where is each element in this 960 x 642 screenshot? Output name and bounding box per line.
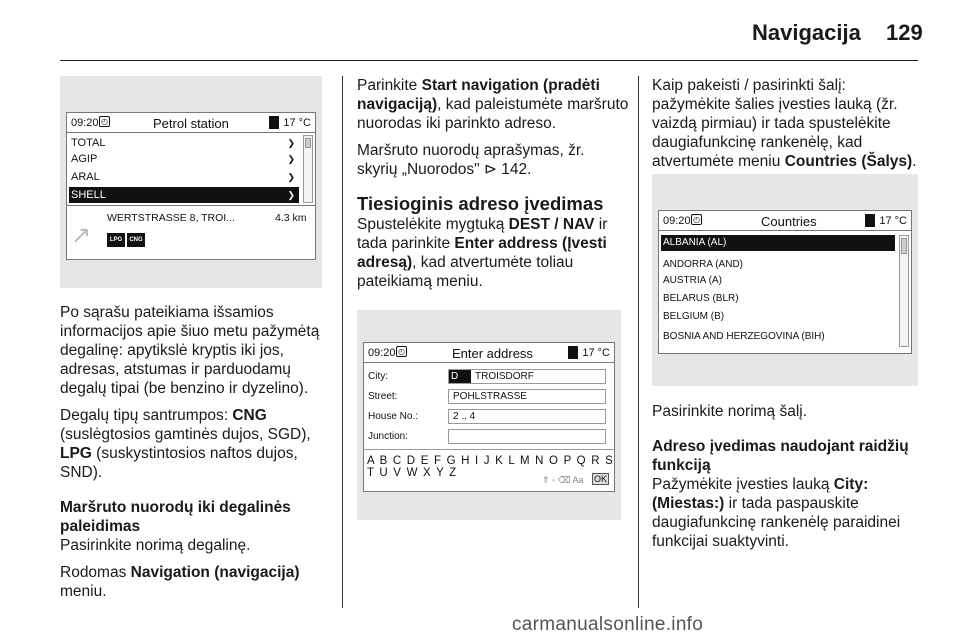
screen-status-bar [659,211,911,231]
countries-screen [658,210,912,354]
junction-field[interactable] [448,429,606,444]
chevron-right-icon: ❯ [287,154,295,164]
petrol-station-screen [66,112,316,260]
list-item[interactable]: BELARUS (BLR) [663,293,739,304]
list-item[interactable]: BOSNIA AND HERZEGOVINA (BIH) [663,331,825,342]
clock-icon: ◴ [99,116,110,127]
section-heading: Tiesioginis adreso įvedimas [357,193,604,214]
keyboard-divider [364,449,614,450]
screen-title: Petrol station [153,116,229,131]
street-label: Street: [368,391,398,402]
paragraph: Rodomas Navigation (navigacija) meniu. [60,564,300,600]
watermark: carmanualsonline.info [512,614,704,635]
list-item[interactable]: ANDORRA (AND) [663,259,744,270]
list-item-selected[interactable]: ALBANIA (AL) [661,235,895,251]
page-reference-icon: ⊳ [483,161,497,178]
column-divider-2 [638,76,639,608]
outside-temperature: 17 °C [582,347,610,359]
subheading: Maršruto nuorodų iki degalinės paleidimas [60,499,291,535]
thermometer-icon [865,214,875,227]
clock-time: 09:20 [663,215,691,227]
list-item[interactable]: AUSTRIA (A) [663,275,722,286]
city-label: City: [368,371,388,382]
paragraph: Maršruto nuorodų aprašymas, žr. skyrių „Nuorodos" ⊳ 142. [357,142,585,178]
paragraph: Degalų tipų santrumpos: CNG (suslėgtosios gamtinės dujos, SGD), LPG (suskystintosios naftos dujos, SND). [60,407,311,481]
column-1-text [60,303,336,609]
house-number-label: House No.: [368,411,419,422]
paragraph: Pasirinkite norimą šalį. [652,403,808,420]
paragraph: Po sąrašu pateikiama išsamios informacijos apie šiuo metu pažymėtą degalinę: apytikslė kryptis iki jos, adresas, atstumas ir parduodamų degalų tipai (be benzino ir dyzelino). [60,304,320,397]
cng-badge: CNG [127,233,145,247]
enter-address-figure [357,310,621,520]
screen-title: Enter address [452,346,533,361]
outside-temperature: 17 °C [879,215,907,227]
chevron-right-icon: ❯ [287,172,295,182]
page-header-title: Navigacija [752,20,861,45]
column-2-text [357,76,629,299]
list-item[interactable]: AGIP ❯ [71,153,295,165]
clock-time: 09:20 [71,117,99,129]
station-address: WERTSTRASSE 8, TROI... [107,212,235,224]
list-item[interactable]: TOTAL ❯ [71,137,295,149]
column-divider-1 [342,76,343,608]
chevron-right-icon: ❯ [287,138,295,148]
screen-title: Countries [761,214,817,229]
paragraph: Pažymėkite įvesties lauką City: (Miestas:) ir tada paspauskite daugiafunkcinę rankenėlę paraidinei funkcijai suaktyvinti. [652,476,901,550]
header-rule [60,60,918,61]
house-number-field[interactable]: 2 .. 4 [448,409,606,424]
city-field[interactable]: D TROISDORF [448,369,606,384]
thermometer-icon [269,116,279,129]
chevron-right-icon: ❯ [287,190,295,200]
outside-temperature: 17 °C [283,117,311,129]
list-item-selected[interactable]: SHELL ❯ [69,187,299,203]
screen-status-bar [364,343,614,363]
direction-arrow-icon: ↗ [71,222,92,249]
paragraph: Pasirinkite norimą degalinę. [60,537,251,554]
paragraph: Parinkite Start navigation (pradėti navigaciją), kad paleistumėte maršruto nuorodas iki parinkto adreso. [357,77,629,132]
petrol-station-figure [60,76,322,288]
paragraph: Spustelėkite mygtuką DEST / NAV ir tada parinkite Enter address (Įvesti adresą), kad atvertumėte toliau pateikiamą meniu. [357,216,608,290]
text-cursor: D [449,370,471,383]
enter-address-screen [363,342,615,492]
column-3-text-bottom [652,402,924,559]
lpg-badge: LPG [107,233,125,247]
alphabet-speller[interactable]: A B C D E F G H I J K L M N O P Q R S T U V W X Y Z [367,455,614,479]
scrollbar[interactable] [303,135,313,203]
paragraph: Kaip pakeisti / pasirinkti šalį: pažymėkite šalies įvesties lauką (žr. vaizdą pirmiau) ir tada spustelėkite daugiafunkcinę rankenėlę, kad atvertumėte meniu Countries (Šalys). [652,77,917,170]
scrollbar-thumb[interactable] [901,238,907,254]
info-divider [67,205,315,206]
screen-status-bar [67,113,315,133]
scrollbar-thumb[interactable] [305,138,311,148]
countries-figure [652,174,918,386]
ok-button[interactable]: OK [594,474,608,484]
station-distance: 4.3 km [275,212,307,224]
subheading: Adreso įvedimas naudojant raidžių funkciją [652,438,909,474]
speller-controls[interactable]: ⇑ ◦ ⌫ Aa [542,475,584,485]
clock-icon: ◴ [396,346,407,357]
page-number: 129 [886,20,923,45]
clock-icon: ◴ [691,214,702,225]
thermometer-icon [568,346,578,359]
scrollbar[interactable] [899,235,909,347]
column-3-text-top [652,76,924,179]
list-item[interactable]: ARAL ❯ [71,171,295,183]
street-field[interactable]: POHLSTRASSE [448,389,606,404]
list-item[interactable]: BELGIUM (B) [663,311,725,322]
clock-time: 09:20 [368,347,396,359]
junction-label: Junction: [368,431,409,442]
